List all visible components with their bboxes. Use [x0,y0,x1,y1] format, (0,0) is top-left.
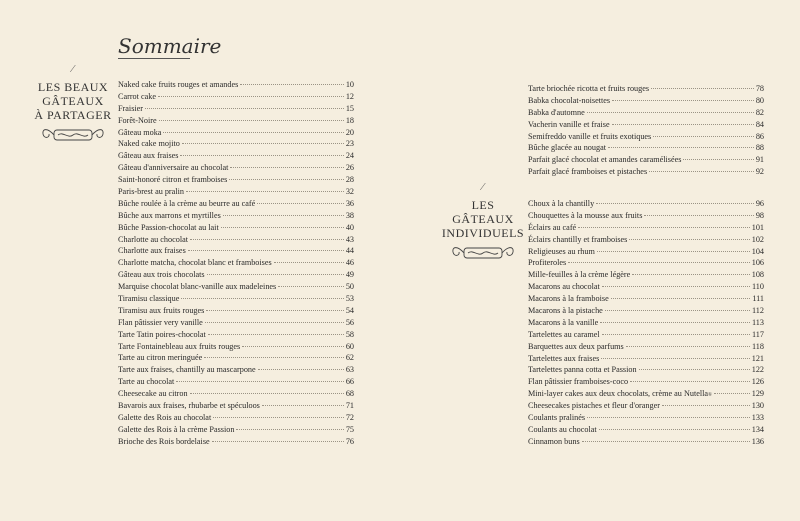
toc-entry-title: Parfait glacé framboises et pistaches [528,167,648,177]
toc-entry-page-number: 63 [345,365,354,375]
toc-entry-page-number: 98 [755,210,764,220]
toc-entry-page-number: 43 [345,234,354,244]
toc-entry-title: Marquise chocolat blanc-vanille aux madeleines [118,282,277,292]
toc-entry[interactable] [118,412,354,424]
toc-list-beaux-gateaux [118,79,354,448]
toc-entry-title: Tartelettes panna cotta et Passion [528,365,637,375]
dot-leader [180,155,343,156]
toc-entry[interactable] [528,83,764,95]
toc-entry-page-number: 75 [345,424,354,434]
dot-leader [221,227,344,228]
toc-entry[interactable] [118,281,354,293]
toc-entry-title: Barquettes aux deux parfums [528,341,624,351]
toc-entry-page-number: 101 [751,222,764,232]
dot-leader [605,310,750,311]
dot-leader [578,227,750,228]
heading-line: À PARTAGER [34,108,112,122]
toc-entry[interactable] [528,412,764,424]
dot-leader [236,429,343,430]
toc-entry-title: Semifreddo vanille et fruits exotiques [528,131,652,141]
heading-line: INDIVIDUELS [441,226,525,240]
dot-leader [188,250,344,251]
toc-entry-page-number: 23 [345,139,354,149]
page-title: Sommaire [118,34,222,58]
toc-entry-page-number: 50 [345,282,354,292]
dot-leader [587,417,750,418]
toc-entry-title: Gâteau d'anniversaire au chocolat [118,163,229,173]
toc-entry-page-number: 15 [345,103,354,113]
toc-entry-title: Profiteroles [528,258,567,268]
toc-entry-title: Saint-honoré citron et framboises [118,175,228,185]
toc-entry-title: Tiramisu aux fruits rouges [118,305,205,315]
toc-entry-page-number: 78 [755,84,764,93]
dot-leader [182,143,344,144]
dot-leader [240,84,344,85]
toc-entry-page-number: 71 [345,401,354,411]
toc-entry-page-number: 32 [345,187,354,197]
toc-entry-title: Macarons au chocolat [528,282,600,292]
dot-leader [163,132,343,133]
toc-entry-page-number: 12 [345,91,354,101]
dot-leader [612,100,754,101]
toc-entry-title: Babka chocolat-noisettes [528,95,611,105]
dot-leader [206,310,343,311]
toc-entry-page-number: 38 [345,210,354,220]
toc-entry-page-number: 62 [345,353,354,363]
toc-entry-title: Tartelettes au caramel [528,329,600,339]
toc-entry-title: Vacherin vanille et fraise [528,119,610,129]
toc-entry-page-number: 129 [751,389,764,399]
toc-entry[interactable] [118,341,354,353]
dot-leader [257,203,344,204]
dot-leader [649,171,754,172]
toc-entry-page-number: 40 [345,222,354,232]
dot-leader [596,203,754,204]
toc-entry-page-number: 46 [345,258,354,268]
toc-entry-title: Macarons à la framboise [528,294,609,304]
toc-entry[interactable] [528,424,764,436]
toc-entry-page-number: 102 [751,234,764,244]
heading-line: LES BEAUX [37,80,109,94]
toc-entry-title: Galette des Rois à la crème Passion [118,424,235,434]
flourish-icon [440,244,526,262]
toc-entry-title: Carrot cake [118,91,156,101]
heading-line: LES [471,198,495,212]
toc-entry-page-number: 111 [752,294,764,304]
toc-entry[interactable] [118,91,354,103]
toc-entry[interactable] [528,234,764,246]
dot-leader [223,215,344,216]
toc-entry-title: Macarons à la vanille [528,317,599,327]
toc-entry-page-number: 92 [755,167,764,177]
toc-entry[interactable] [118,352,354,364]
toc-entry-title: Tartelettes aux fraises [528,353,600,363]
toc-entry-title: Charlotte aux fraises [118,246,186,256]
title-underline [118,58,190,59]
toc-entry[interactable] [528,166,764,178]
toc-entry-page-number: 26 [345,163,354,173]
heading-line: GÂTEAUX [42,94,104,108]
toc-entry-page-number: 88 [755,143,764,153]
dot-leader [632,274,749,275]
toc-entry-title: Choux à la chantilly [528,199,595,208]
dot-leader [190,393,344,394]
toc-entry[interactable] [528,364,764,376]
toc-entry-title: Forêt-Noire [118,115,157,125]
section-heading-gateaux-individuels [440,180,526,262]
toc-entry[interactable] [528,95,764,107]
toc-entry[interactable] [528,142,764,154]
slash-ornament: ⁄ [481,181,485,193]
toc-entry[interactable] [528,131,764,143]
dot-leader [630,381,750,382]
dot-leader [611,298,751,299]
toc-entry-title: Mini-layer cakes aux deux chocolats, crème au Nutella [528,389,709,399]
toc-entry[interactable] [118,198,354,210]
dot-leader [207,274,344,275]
dot-leader [213,417,344,418]
dot-leader [176,381,344,382]
toc-entry[interactable] [528,222,764,234]
toc-entry[interactable] [528,305,764,317]
toc-entry[interactable] [118,269,354,281]
toc-entry-page-number: 117 [752,329,764,339]
toc-entry-title: Cheesecakes pistaches et fleur d'oranger [528,401,660,411]
toc-entry-page-number: 106 [751,258,764,268]
toc-list-continued [528,83,764,178]
toc-entry-title: Brioche des Rois bordelaise [118,436,210,446]
toc-entry-page-number: 130 [751,401,764,411]
dot-leader [612,124,754,125]
slash-ornament: ⁄ [71,63,75,75]
section-heading-beaux-gateaux [30,62,116,144]
dot-leader [186,191,344,192]
dot-leader [190,239,344,240]
toc-entry-title: Tarte au citron meringuée [118,353,203,363]
dot-leader [714,393,750,394]
toc-entry[interactable] [118,103,354,115]
toc-entry-title: Mille-feuilles à la crème légère [528,270,631,280]
toc-entry[interactable] [118,305,354,317]
dot-leader [262,405,344,406]
toc-entry-title: Religieuses au rhum [528,246,595,256]
dot-leader [230,167,343,168]
toc-entry-page-number: 104 [751,246,764,256]
toc-entry[interactable] [118,376,354,388]
toc-entry-title: Charlotte au chocolat [118,234,189,244]
dot-leader [229,179,343,180]
dot-leader [651,88,754,89]
toc-entry[interactable] [118,257,354,269]
toc-entry-page-number: 134 [751,424,764,434]
toc-entry[interactable] [528,257,764,269]
dot-leader [159,120,344,121]
toc-entry-title: Tarte briochée ricotta et fruits rouges [528,84,650,93]
toc-list-gateaux-individuels [528,198,764,448]
dot-leader [601,358,749,359]
dot-leader [639,369,750,370]
toc-entry-title: Fraisier [118,103,144,113]
toc-entry-title: Tarte aux fraises, chantilly au mascarpone [118,365,256,375]
toc-entry[interactable] [528,353,764,365]
toc-entry[interactable] [528,198,764,210]
toc-entry-page-number: 122 [751,365,764,375]
toc-entry-title: Tarte au chocolat [118,377,175,387]
toc-entry-title: Flan pâtissier very vanille [118,317,203,327]
toc-entry-title: Bûche glacée au nougat [528,143,606,153]
flourish-icon [30,126,116,144]
toc-entry-page-number: 76 [345,436,354,446]
toc-entry[interactable] [118,424,354,436]
toc-entry[interactable] [118,222,354,234]
toc-entry[interactable] [118,245,354,257]
toc-entry[interactable] [118,174,354,186]
toc-entry[interactable] [528,107,764,119]
toc-entry-page-number: 126 [751,377,764,387]
toc-entry[interactable] [528,329,764,341]
dot-leader [568,262,750,263]
toc-entry-page-number: 44 [345,246,354,256]
toc-entry-title: Tarte Fontainebleau aux fruits rouges [118,341,241,351]
toc-entry-title: Tiramisu classique [118,294,180,304]
toc-entry-title: Parfait glacé chocolat et amandes caramélisées [528,155,682,165]
toc-entry-page-number: 133 [751,413,764,423]
toc-entry-page-number: 68 [345,389,354,399]
toc-entry-page-number: 18 [345,115,354,125]
toc-entry-title: Naked cake fruits rouges et amandes [118,80,239,89]
toc-entry-title: Bûche Passion-chocolat au lait [118,222,219,232]
dot-leader [278,286,344,287]
toc-entry[interactable] [118,388,354,400]
toc-entry-page-number: 121 [751,353,764,363]
dot-leader [205,322,344,323]
dot-leader [626,346,750,347]
toc-entry-title: Coulants pralinés [528,413,586,423]
dot-leader [602,286,750,287]
toc-entry-title: Bûche aux marrons et myrtilles [118,210,221,220]
toc-entry-title: Éclairs au café [528,222,577,232]
toc-entry[interactable] [528,376,764,388]
toc-entry[interactable] [118,317,354,329]
toc-entry-page-number: 10 [345,80,354,89]
toc-entry-title: Charlotte matcha, chocolat blanc et framboises [118,258,272,268]
toc-entry-title: Gâteau aux fraises [118,151,179,161]
toc-entry[interactable] [118,79,354,91]
toc-entry-title: Cheesecake au citron [118,389,188,399]
toc-entry[interactable] [118,293,354,305]
dot-leader [608,147,754,148]
toc-entry-page-number: 96 [755,199,764,208]
toc-entry-title: Babka d'automne [528,107,585,117]
toc-entry-page-number: 108 [751,270,764,280]
toc-entry[interactable]: Mini-layer cakes aux deux chocolats, crème au Nutella ® 129 [528,389,764,399]
dot-leader [597,251,750,252]
toc-entry[interactable] [528,281,764,293]
toc-entry-title: Éclairs chantilly et framboises [528,234,628,244]
toc-entry-title: Bavarois aux fraises, rhubarbe et spéculoos [118,401,260,411]
dot-leader [258,369,344,370]
dot-leader [587,112,754,113]
toc-entry[interactable] [528,154,764,166]
toc-entry[interactable] [118,234,354,246]
toc-entry-title: Macarons à la pistache [528,306,603,316]
toc-entry-page-number: 53 [345,294,354,304]
dot-leader [204,357,344,358]
toc-entry-page-number: 84 [755,119,764,129]
toc-entry-title: Flan pâtissier framboises-coco [528,377,629,387]
toc-entry[interactable] [118,186,354,198]
dot-leader [662,405,750,406]
toc-entry[interactable] [118,329,354,341]
heading-line: GÂTEAUX [452,212,514,226]
toc-entry[interactable] [528,317,764,329]
toc-entry[interactable] [528,436,764,448]
dot-leader [212,441,344,442]
toc-entry[interactable] [118,150,354,162]
toc-entry[interactable] [528,246,764,258]
toc-entry-page-number: 56 [345,317,354,327]
right-page [400,0,800,521]
toc-entry[interactable] [118,162,354,174]
toc-entry-page-number: 24 [345,151,354,161]
dot-leader [602,334,750,335]
toc-entry-page-number: 28 [345,175,354,185]
toc-entry[interactable] [528,400,764,412]
toc-entry-page-number: 80 [755,95,764,105]
toc-entry-title: Coulants au chocolat [528,424,597,434]
toc-entry-title: Bûche roulée à la crème au beurre au café [118,198,256,208]
dot-leader [208,334,344,335]
toc-entry-page-number: 113 [752,317,764,327]
toc-entry-page-number: 20 [345,127,354,137]
dot-leader [644,215,753,216]
dot-leader [274,262,344,263]
toc-entry[interactable] [118,127,354,139]
toc-entry-page-number: 86 [755,131,764,141]
toc-entry-title: Galette des Rois au chocolat [118,412,212,422]
dot-leader [242,346,344,347]
toc-entry-page-number: 54 [345,305,354,315]
toc-entry-title: Gâteau aux trois chocolats [118,270,205,280]
toc-entry-title: Paris-brest au pralin [118,187,184,197]
dot-leader [582,441,750,442]
toc-entry[interactable] [528,269,764,281]
dot-leader [599,429,750,430]
toc-entry[interactable] [528,293,764,305]
toc-entry-page-number: 72 [345,412,354,422]
toc-entry-title: Naked cake mojito [118,139,180,149]
toc-entry-page-number: 66 [345,377,354,387]
toc-entry-page-number: 36 [345,198,354,208]
dot-leader [629,239,749,240]
toc-entry-page-number: 60 [345,341,354,351]
dot-leader [653,136,754,137]
toc-entry-page-number: 91 [755,155,764,165]
dot-leader [683,159,753,160]
toc-entry[interactable] [118,364,354,376]
toc-entry-page-number: 49 [345,270,354,280]
toc-entry-title: Tarte Tatin poires-chocolat [118,329,206,339]
toc-entry[interactable] [528,119,764,131]
toc-entry[interactable] [118,115,354,127]
toc-entry-page-number: 118 [752,341,764,351]
toc-entry[interactable] [118,138,354,150]
dot-leader [158,96,344,97]
toc-entry-title: Cinnamon buns [528,436,580,446]
toc-entry-page-number: 82 [755,107,764,117]
toc-entry[interactable] [528,341,764,353]
toc-entry[interactable] [528,210,764,222]
toc-entry-page-number: 112 [752,306,764,316]
dot-leader [181,298,343,299]
toc-entry[interactable] [118,210,354,222]
toc-entry-page-number: 136 [751,436,764,446]
toc-entry-page-number: 110 [752,282,764,292]
toc-entry[interactable] [118,436,354,448]
toc-entry[interactable] [118,400,354,412]
toc-entry-page-number: 58 [345,329,354,339]
toc-entry-title: Gâteau moka [118,127,162,137]
dot-leader [600,322,750,323]
toc-entry-title: Chouquettes à la mousse aux fruits [528,210,643,220]
dot-leader [145,108,344,109]
